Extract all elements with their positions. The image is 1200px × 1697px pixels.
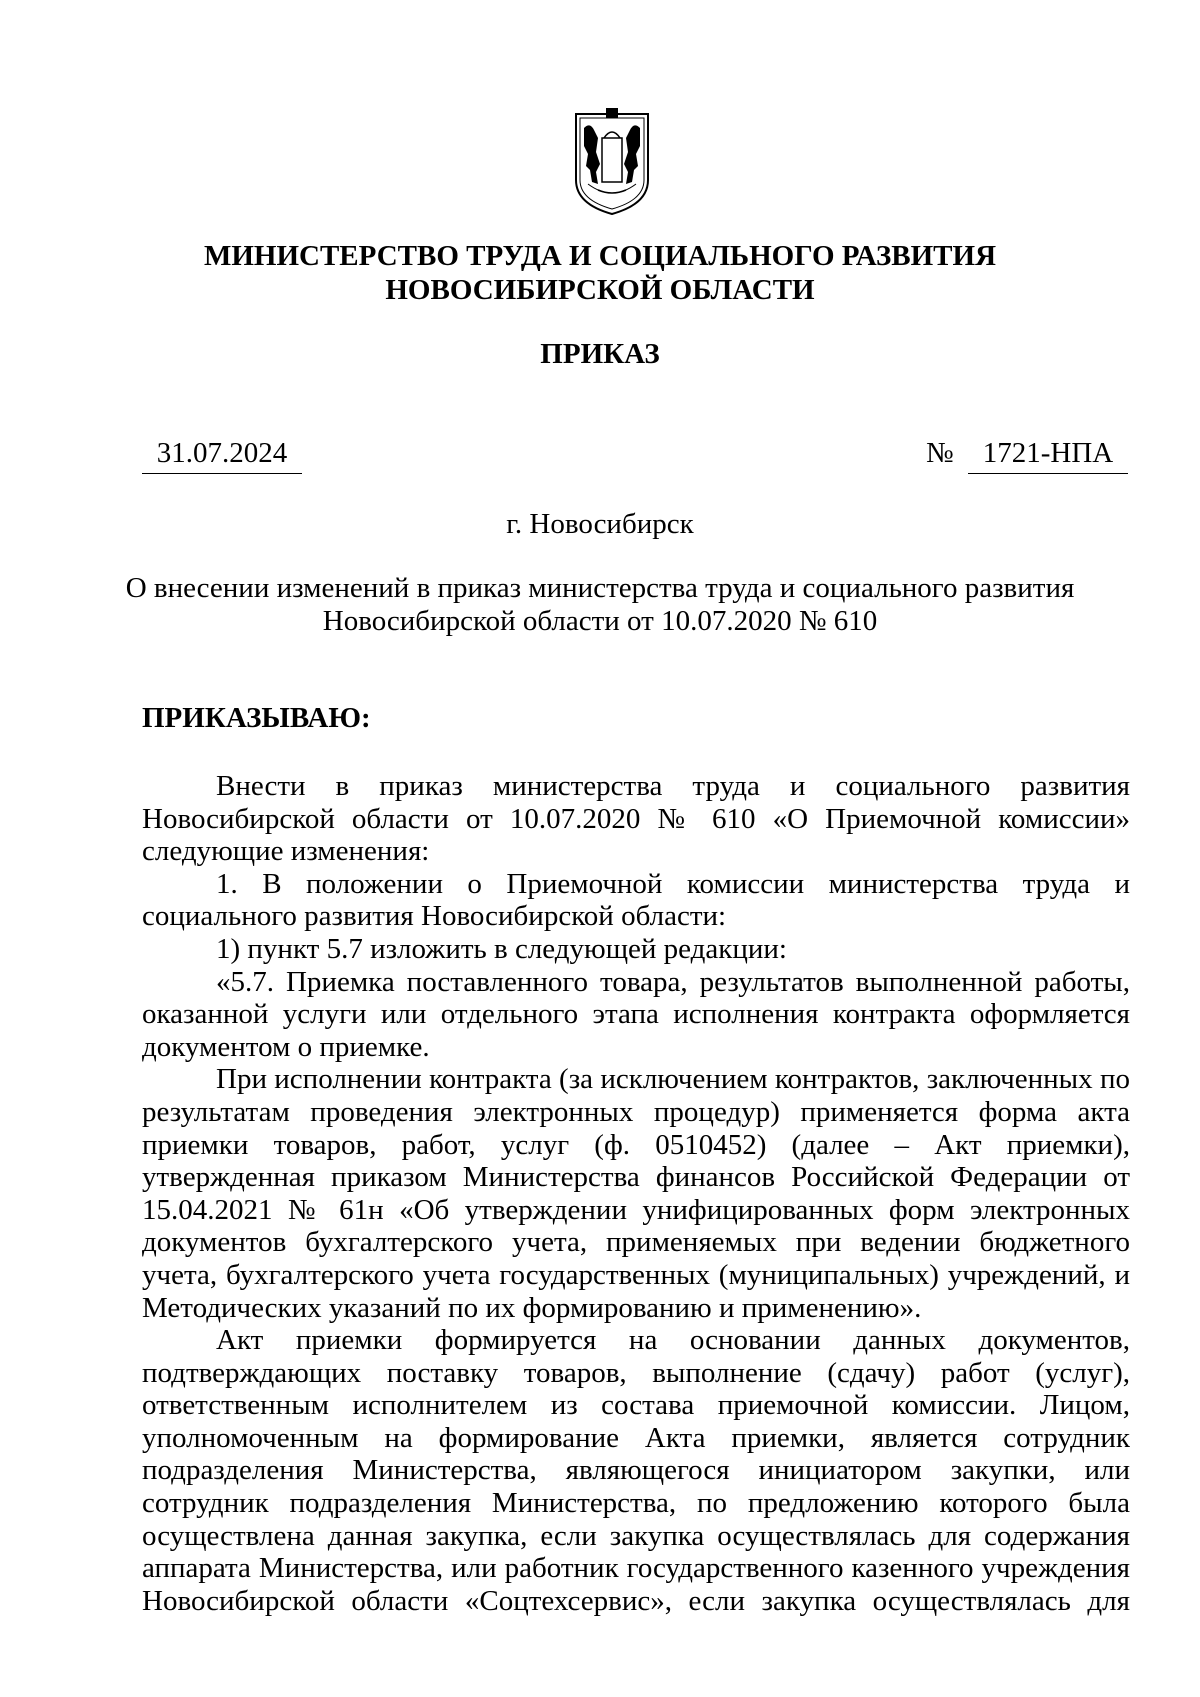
paragraph: При исполнении контракта (за исключением контрактов, заключенных по результатам проведения электронных процедур) применяется форма акта приемки товаров, работ, услуг (ф. 0510452) (далее – Акт приемки), утвержденная приказом Министерства финансов Российской Федерации от 15.04.2021 № 61н «Об утверждении унифицированных форм электронных документов бухгалтерского учета, применяемых при ведении бюджетного учета, бухгалтерского учета государственных (муниципальных) учреждений, и Методических указаний по их формированию и применению». (142, 1063, 1130, 1324)
paragraph: 1) пункт 5.7 изложить в следующей редакции: (216, 932, 787, 965)
city-of-issue: г. Новосибирск (506, 508, 694, 540)
subject-line1: О внесении изменений в приказ министерства труда и социального развития (125, 572, 1075, 604)
order-date: 31.07.2024 (142, 437, 302, 474)
document-type-title: ПРИКАЗ (540, 338, 660, 370)
paragraph: Акт приемки формируется на основании данных документов, подтверждающих поставку товаров, выполнение (сдачу) работ (услуг), ответственным исполнителем из состава приемочной комиссии. Лицом, уполномоченным на формирование Акта приемки, является сотрудник подразделения Министерства, являющегося инициатором закупки, или сотрудник подразделения Министерства, по предложению которого была осуществлена данная закупка, если закупка осуществлялась для содержания аппарата Министерства, или работник государственного казенного учреждения Новосибирской области «Соцтехсервис», если закупка осуществлялась для (142, 1324, 1130, 1617)
paragraph: Внести в приказ министерства труда и социального развития Новосибирской области от 10.07.2020 № 610 «О Приемочной комиссии» следующие изменения: (142, 770, 1130, 868)
paragraph: «5.7. Приемка поставленного товара, результатов выполненной работы, оказанной услуги или отдельного этапа исполнения контракта оформляется документом о приемке. (142, 965, 1130, 1063)
paragraph: 1. В положении о Приемочной комиссии министерства труда и социального развития Новосибирской области: (142, 867, 1130, 933)
coat-of-arms-emblem (568, 108, 656, 218)
order-body (142, 770, 1130, 1617)
number-sign: № (926, 437, 954, 469)
ministry-name-line1: МИНИСТЕРСТВО ТРУДА И СОЦИАЛЬНОГО РАЗВИТИЯ (203, 240, 997, 272)
order-number: 1721-НПА (968, 437, 1128, 474)
orders-heading: ПРИКАЗЫВАЮ: (142, 702, 371, 734)
order-subject (0, 572, 1200, 638)
ministry-name-line2: НОВОСИБИРСКОЙ ОБЛАСТИ (385, 274, 815, 306)
subject-line2: Новосибирской области от 10.07.2020 № 610 (322, 605, 878, 637)
